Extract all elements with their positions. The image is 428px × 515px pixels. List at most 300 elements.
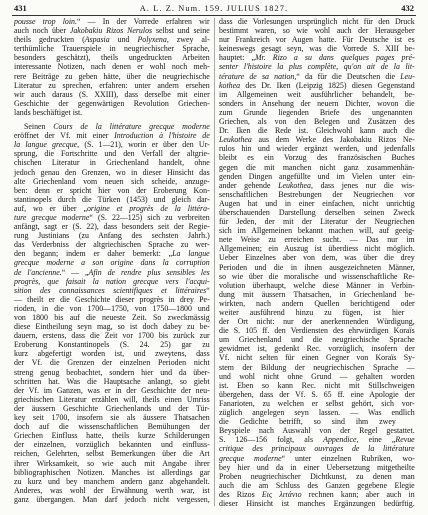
line-text xyxy=(14,213,210,222)
italic-text-segment: térature de sa nation, xyxy=(219,71,297,81)
line-text xyxy=(219,144,415,153)
line-text xyxy=(219,435,415,444)
text-line xyxy=(14,349,210,358)
text-line xyxy=(219,26,415,35)
text-segment: für Jeden, der mit der Literatur der Neugriechen xyxy=(219,217,415,227)
line-text xyxy=(14,377,210,386)
text-segment: sonders in Ansehung der neuern Dichter, wovon die xyxy=(219,98,415,108)
text-line xyxy=(219,481,415,490)
line-text xyxy=(219,454,415,463)
text-line xyxy=(14,222,210,231)
italic-text-segment: pousse trop loin. xyxy=(14,17,77,26)
text-line xyxy=(14,53,210,62)
text-segment: streng genug beobachtet, sondern hier und da über- xyxy=(14,367,210,377)
text-segment: Beyspiele nach Auswahl von der Regel gestattet. xyxy=(219,426,415,436)
text-segment: rulos hin und wieder ergänzt werden, und jedenfalls xyxy=(219,144,415,154)
text-segment: ihrer Wirksamkeit, so wie auch mit Angabe ihrer xyxy=(14,458,210,468)
text-line xyxy=(219,253,415,262)
text-line xyxy=(219,163,415,172)
text-segment: und wohl nicht ohne Grund — gehalten worden xyxy=(219,371,415,381)
text-line xyxy=(14,240,210,249)
text-segment: im Allgemeinen weit ausführlicher behandelt, be- xyxy=(219,89,415,99)
text-line xyxy=(14,268,210,277)
paragraph xyxy=(14,17,210,117)
text-segment: aus dem Werke des Jakobakiu Rizos Ne- xyxy=(251,135,415,145)
italic-text-segment: Jakobakiu Rizos Nerulos xyxy=(69,26,153,36)
text-segment: Ueber Einzelnes aber von dem, was über die drey xyxy=(219,253,415,263)
text-segment: volution überhaupt, welche diese Männer in Verbin- xyxy=(219,280,415,290)
text-line xyxy=(14,99,210,108)
line-text xyxy=(219,290,415,299)
text-segment: , dass jenes nur die wis- xyxy=(310,180,415,190)
line-text xyxy=(14,449,210,458)
text-line xyxy=(219,444,415,453)
line-text xyxy=(14,404,210,413)
line-text xyxy=(219,26,415,35)
text-segment: die Gedichte betrifft, so sind ihm zwey xyxy=(219,417,396,427)
text-line xyxy=(219,62,415,71)
line-text xyxy=(14,249,210,258)
text-segment: “ — „ xyxy=(61,267,89,277)
text-line xyxy=(14,62,210,71)
line-text xyxy=(219,326,415,335)
italic-text-segment: Cours de la littérature grecque moderne xyxy=(53,122,210,132)
text-segment: rioden, in die von 1700—1750, von 1750—1800 und xyxy=(14,303,210,313)
text-segment: Griechen Einfluss hatte, theils kurze Schilderungen xyxy=(14,431,210,441)
text-line xyxy=(14,486,210,495)
line-text xyxy=(219,272,415,281)
text-segment: — theilt er die Geschichte dieser progrès in drey Pe- xyxy=(14,294,210,304)
italic-text-segment: critique des principaux ouvrages de la littérature xyxy=(219,444,415,454)
line-text xyxy=(14,313,210,322)
text-segment: gewidmet ist, gedenkt Rec. vorzüglich, insofern der xyxy=(219,344,415,354)
line-text xyxy=(14,158,210,167)
italic-text-segment: Introduction à l'histoire de xyxy=(114,131,210,141)
text-line xyxy=(14,35,210,44)
text-line xyxy=(14,26,210,35)
text-line xyxy=(219,181,415,190)
text-line xyxy=(219,263,415,272)
italic-text-segment: Mr. Rizo a su dans quelques pages pré- xyxy=(254,53,415,63)
text-segment: bestimmt waren, so wie wohl auch der Herausgeber xyxy=(219,26,415,36)
line-text xyxy=(219,490,415,499)
text-segment: sich im Allgemeinen bekannt machen will, auf geeig- xyxy=(219,226,415,236)
line-text xyxy=(219,181,415,190)
line-text xyxy=(219,344,415,353)
line-text xyxy=(14,62,210,71)
text-line xyxy=(219,199,415,208)
text-segment: und xyxy=(109,35,138,45)
text-segment: S. 126—156 folgt, als xyxy=(219,435,324,445)
line-text xyxy=(219,190,415,199)
text-segment: bey hier und da in einer Uebersetzung mitgetheilte xyxy=(219,462,415,472)
line-text xyxy=(14,286,210,295)
line-text xyxy=(219,299,415,308)
line-text xyxy=(219,244,415,253)
text-segment: genden Dingen angefüllte und im Vielen unter ein- xyxy=(219,171,415,181)
text-segment: Perioden und die in ihnen ausgezeichneten Männer, xyxy=(219,262,415,272)
text-line xyxy=(219,417,415,426)
text-line xyxy=(14,404,210,413)
text-segment: der einzelnen, vorzüglich bekannten und einfluss- xyxy=(14,440,210,450)
text-line xyxy=(14,377,210,386)
text-line xyxy=(14,395,210,404)
text-segment: des Dr. Iken (Leipzig 1825) diesen Gegenstand xyxy=(240,80,415,90)
text-segment: jedoch genau den Grenzen, wo in dieser Hinsicht das xyxy=(14,167,210,177)
line-text xyxy=(219,199,415,208)
text-line xyxy=(219,308,415,317)
text-line xyxy=(14,358,210,367)
text-line xyxy=(219,244,415,253)
text-segment: anfängt, sagt er (S. 22), dass besonders seit der Regie- xyxy=(14,222,210,232)
text-segment: stantinopels durch die Türken (1453) und gleich dar- xyxy=(14,194,210,204)
text-segment: hauptet: „ xyxy=(219,53,255,63)
line-text xyxy=(14,358,210,367)
text-segment: alte Griechenland vom neuen sich scheide, anzuge- xyxy=(14,176,210,186)
line-text xyxy=(219,90,415,99)
text-line xyxy=(14,368,210,377)
text-segment: terthümliche Trauerspiele in neugriechischer Sprache, xyxy=(14,44,210,54)
text-segment: das Verderbniss der altgriechischen Sprache zu wer- xyxy=(14,240,210,250)
text-segment: dauern, erstens, dass die Zeit vor 1700 bis zurück zur xyxy=(14,331,210,341)
line-text xyxy=(219,62,415,71)
line-text xyxy=(219,372,415,381)
line-text xyxy=(219,463,415,472)
italic-text-segment: Revue xyxy=(395,435,415,445)
text-segment: zu kurz und bey manchem andern ganz abgehandelt. xyxy=(14,476,210,486)
line-text xyxy=(14,53,210,62)
text-line xyxy=(14,231,210,240)
text-line xyxy=(219,499,415,508)
text-line xyxy=(219,335,415,344)
line-text xyxy=(219,44,415,53)
text-segment: ganz übergangen. Man darf jedoch nicht vergessen, xyxy=(14,494,210,504)
line-text xyxy=(219,108,412,117)
text-segment: nur Frankreich vor Augen hatte. Für Deutsche ist es xyxy=(219,35,415,45)
line-text xyxy=(14,431,210,440)
line-text xyxy=(219,426,415,435)
line-text xyxy=(219,390,415,399)
text-line xyxy=(14,72,210,81)
text-segment: diese Eintheilung seyn mag, so ist doch dabey zu be- xyxy=(14,322,210,332)
text-line xyxy=(14,386,210,395)
text-segment: Fanarioten, zu welchen er selbst gehört, sich vor- xyxy=(219,398,415,408)
column-divider xyxy=(214,18,215,506)
page-number-right: 432 xyxy=(401,3,414,13)
line-text xyxy=(14,386,210,395)
text-line xyxy=(14,340,210,349)
text-segment: Geschichte der gegenwärtigen Revolution Griechen- xyxy=(14,98,210,108)
paragraph xyxy=(14,122,210,504)
text-line xyxy=(14,122,210,131)
text-segment: “ xyxy=(206,285,210,295)
text-line xyxy=(219,208,415,217)
line-text xyxy=(219,308,404,317)
line-text xyxy=(219,444,415,453)
line-text xyxy=(219,399,415,408)
text-line xyxy=(219,454,415,463)
text-line xyxy=(14,249,210,258)
text-line xyxy=(14,459,210,468)
line-text xyxy=(14,349,210,358)
text-line xyxy=(219,90,415,99)
line-text xyxy=(14,168,210,177)
text-line xyxy=(219,17,415,26)
line-text xyxy=(14,368,210,377)
text-line xyxy=(14,131,210,140)
line-text xyxy=(14,108,82,117)
text-line xyxy=(219,53,415,62)
text-segment: den begann; indem er daher bemerkt: „ xyxy=(14,249,173,259)
line-text xyxy=(219,499,415,508)
text-segment: ander gehende xyxy=(219,180,279,190)
line-text xyxy=(14,17,210,26)
text-segment: ist. Eben so kann Rec. nicht mit Stillschweigen xyxy=(219,380,415,390)
line-text xyxy=(14,495,210,504)
page-header xyxy=(12,3,416,16)
text-line xyxy=(219,408,415,417)
text-line xyxy=(219,153,415,162)
text-segment: Literatur zu sprechen, erfahren: unter andern ersehen xyxy=(14,80,210,90)
line-text xyxy=(219,363,415,372)
text-line xyxy=(219,281,415,290)
text-segment: “ — In der Vorrede erfahren wir xyxy=(76,17,210,26)
text-line xyxy=(219,272,415,281)
italic-text-segment: de l'ancienne. xyxy=(14,267,62,277)
line-text xyxy=(14,331,210,340)
text-line xyxy=(14,17,210,26)
line-text xyxy=(219,263,415,272)
italic-text-segment: sition des connaissances scientifiques et littéraires xyxy=(14,285,207,295)
text-line xyxy=(219,117,415,126)
line-text xyxy=(219,217,415,226)
italic-text-segment: La langue xyxy=(172,249,210,259)
line-text xyxy=(219,381,415,390)
text-line xyxy=(219,135,415,144)
line-text xyxy=(219,408,415,417)
text-segment: Anderes, was wohl der Erwähnung werth war, ist xyxy=(14,485,210,495)
text-line xyxy=(14,322,210,331)
text-line xyxy=(14,158,210,167)
text-line xyxy=(219,381,415,390)
text-segment: der Vf. im Ganzen, was er in der Geschichte der neu- xyxy=(14,385,210,395)
text-line xyxy=(14,81,210,90)
text-line xyxy=(14,186,210,195)
text-line xyxy=(14,440,210,449)
text-line xyxy=(219,435,415,444)
text-line xyxy=(219,99,415,108)
italic-text-segment: la langue grecque xyxy=(14,140,78,150)
line-text xyxy=(219,81,415,90)
text-segment: von 1800 bis auf die neueste Zeit. So zweckmässig xyxy=(14,313,210,322)
text-segment: so wie über die moralische und wissenschaftliche Re- xyxy=(219,271,415,281)
text-line xyxy=(14,286,210,295)
text-segment: züglich angelegen seyn lassen. — Was endlich xyxy=(219,408,415,418)
text-segment: überschauenden Darstellung derselben seinen Zweck xyxy=(219,207,415,217)
line-text xyxy=(219,208,415,217)
text-segment: ben: denn er spricht hier von der Eroberung Kon- xyxy=(14,185,210,195)
text-line xyxy=(14,422,210,431)
line-text xyxy=(219,335,415,344)
text-segment: sprung, die Fortschritte und den Verfall der altgrie- xyxy=(14,149,210,159)
text-line xyxy=(14,195,210,204)
text-segment: eröffnet der Vf. mit einer xyxy=(14,131,115,141)
text-segment: besonders geschätzt), theils ungedruckten Arbeiten xyxy=(14,53,210,63)
text-segment: die S. 105 ff. den Verdiensten des ehrwürdigen Koraïs xyxy=(219,326,415,336)
text-segment: zum Grunde liegenden Briefe des ungenannten xyxy=(219,107,413,117)
text-line xyxy=(219,490,415,499)
text-segment: , (S. 1—21), worin er über den Ur- xyxy=(77,140,210,150)
text-segment: dieser Hinsicht ist manches Ergänzungen bedürftig. xyxy=(219,498,415,508)
text-line xyxy=(219,399,415,408)
italic-text-segment: Leu- xyxy=(400,71,415,81)
line-text xyxy=(219,153,415,162)
italic-text-segment: Appendice xyxy=(323,435,357,445)
text-segment: dass die Vorlesungen ursprünglich nicht für den Druck xyxy=(219,17,415,26)
text-segment: griechischen Literatur erzählen will, theils einen Umriss xyxy=(14,394,210,404)
text-segment: Dr. Iken die Rede ist. Gleichwohl kann auch die xyxy=(219,126,415,136)
line-text xyxy=(14,295,210,304)
text-segment: selbst und seine xyxy=(152,26,210,36)
text-line xyxy=(14,477,210,486)
line-text xyxy=(219,99,415,108)
line-text xyxy=(219,163,415,172)
line-text xyxy=(14,240,210,249)
text-line xyxy=(14,177,210,186)
text-segment: lands beschäftiget ist. xyxy=(14,107,83,117)
line-text xyxy=(14,258,210,267)
line-text xyxy=(219,53,415,62)
line-text xyxy=(14,81,210,90)
text-segment: Eroberung Konstantinopels (S. 24. 25) gar zu xyxy=(14,340,210,350)
text-line xyxy=(219,317,415,326)
line-text xyxy=(14,231,210,240)
line-text xyxy=(219,126,415,135)
text-segment: Seinen xyxy=(24,122,54,132)
text-line xyxy=(14,313,210,322)
text-line xyxy=(14,258,210,267)
line-text xyxy=(14,486,210,495)
text-line xyxy=(219,344,415,353)
line-text xyxy=(14,44,210,53)
text-line xyxy=(219,426,415,435)
text-line xyxy=(219,72,415,81)
line-text xyxy=(219,117,415,126)
text-segment: theils gedruckten ( xyxy=(14,35,85,45)
text-segment: bibliographischen Notizen. Manches ist allerdings gar xyxy=(14,467,210,477)
line-text xyxy=(14,468,210,477)
line-text xyxy=(219,17,415,26)
left-column xyxy=(14,17,210,504)
paragraph xyxy=(219,17,415,508)
text-line xyxy=(14,449,210,458)
text-segment: rere Beiträge zu geben hätte, über die neugriechische xyxy=(14,71,210,81)
text-segment: der äussern Geschichte Griechenlands und der Tür- xyxy=(14,403,210,413)
text-line xyxy=(14,277,210,286)
line-text xyxy=(14,72,210,81)
text-line xyxy=(14,495,210,504)
line-text xyxy=(14,395,210,404)
text-segment: interessante Notizen, nach denen er wohl noch meh- xyxy=(14,62,210,72)
line-text xyxy=(219,226,415,235)
text-segment: weiter ausführend hinzu zu fügen, ist hier xyxy=(219,308,405,317)
line-text xyxy=(14,477,210,486)
text-line xyxy=(219,144,415,153)
text-segment: auch noch über xyxy=(14,26,70,36)
text-segment: des Rizos xyxy=(219,489,262,499)
text-segment: “ (S. 22—125) sich zu verbreiten xyxy=(89,212,210,222)
line-text xyxy=(14,204,210,213)
text-line xyxy=(14,149,210,158)
text-line xyxy=(14,140,210,149)
text-segment: rechnen kann; aber auch in xyxy=(301,489,415,499)
text-line xyxy=(219,353,415,362)
italic-text-segment: Polyxena xyxy=(137,35,167,45)
line-text xyxy=(219,317,415,326)
line-text xyxy=(14,35,210,44)
italic-text-segment: kothea xyxy=(219,80,241,90)
text-line xyxy=(219,472,415,481)
text-segment: reichen, Gelehrten, selbst Bemerkungen über die Art xyxy=(14,449,210,459)
line-text xyxy=(219,472,415,481)
text-line xyxy=(14,90,210,99)
line-text xyxy=(219,481,415,490)
line-text xyxy=(14,440,210,449)
text-segment: wir auch daraus (S. XXIII), dass derselbe mit einer xyxy=(14,89,210,99)
line-text xyxy=(14,322,210,331)
text-line xyxy=(219,363,415,372)
line-text xyxy=(14,304,210,313)
text-line xyxy=(219,108,415,117)
italic-text-segment: grecque moderne a son origine dans la corruption xyxy=(14,258,210,268)
line-text xyxy=(14,131,210,140)
italic-text-segment: Εις λιτάνιο xyxy=(261,489,302,499)
text-segment: Proben neugriechischer Dichtkunst, zu denen man xyxy=(219,471,415,481)
text-segment: “ da für die Deutschen die xyxy=(296,71,401,81)
text-segment: um Griechenland und die neugriechische Sprache xyxy=(219,335,415,345)
text-line xyxy=(14,304,210,313)
right-column xyxy=(219,17,415,508)
text-segment: schritten hat. Was die Hauptsache anlangt, so giebt xyxy=(14,376,210,386)
italic-text-segment: senter l'histoire la plus complète, qu'on ait de la lit- xyxy=(219,62,415,72)
line-text xyxy=(14,268,210,277)
line-text xyxy=(14,90,210,99)
text-line xyxy=(14,331,210,340)
text-segment: Augen hat und in einer einfachen, nicht unrichtig xyxy=(219,198,415,208)
line-text xyxy=(219,353,415,362)
text-segment: der Vf. die Grenzen der einzelnen Perioden nicht xyxy=(14,358,210,368)
text-segment: übergehen, dass der Vf. S. 65 ff. eine Apologie der xyxy=(219,389,415,399)
text-line xyxy=(14,431,210,440)
line-text xyxy=(219,35,415,44)
text-line xyxy=(14,168,210,177)
text-segment: , eine „ xyxy=(356,435,396,445)
text-line xyxy=(219,217,415,226)
text-segment: der Ort nicht: nur der anerkennenden Würdigung, xyxy=(219,317,415,327)
text-segment: stem der Bildung der neugriechischen Sprache — xyxy=(219,362,415,372)
line-text xyxy=(14,222,210,231)
text-segment: nete Weise zu erreichen sucht. — Das nur im xyxy=(219,235,415,245)
text-line xyxy=(14,213,210,222)
text-line xyxy=(14,413,210,422)
line-text xyxy=(14,140,210,149)
text-line xyxy=(14,108,210,117)
text-line xyxy=(219,290,415,299)
line-text xyxy=(14,459,210,468)
text-segment: wirkten, nach andern Quellen berichtigend oder xyxy=(219,298,415,308)
italic-text-segment: progrès, que faisait la nation grecque vers l'acqui- xyxy=(14,276,210,286)
line-text xyxy=(14,177,210,186)
